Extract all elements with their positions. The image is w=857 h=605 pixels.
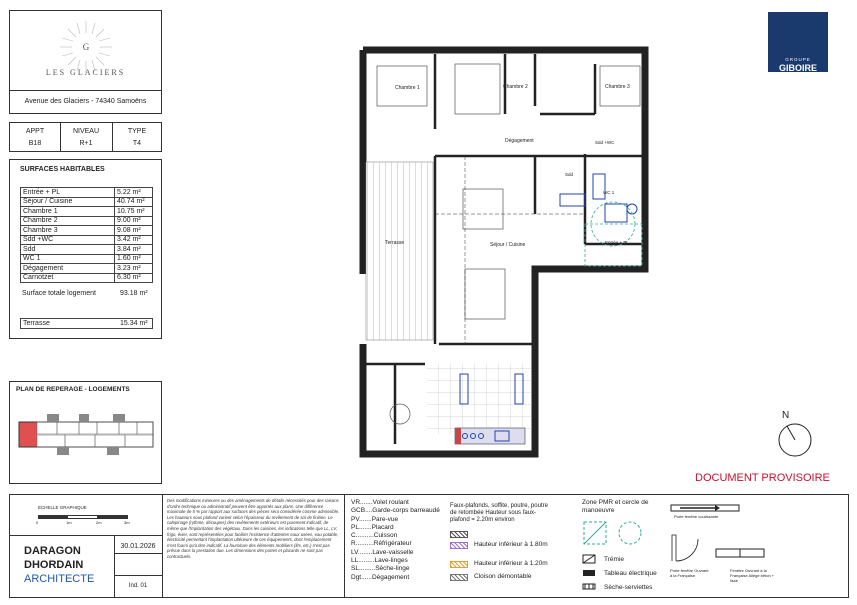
surface-row [21,188,153,198]
hatch-label: Faux-plafonds, soffite, poutre, poutre de retombée Hauteur sous faux-plafond = 2.20m environ [450,503,548,523]
giboire-group: GROUPE [785,57,811,62]
lot-box [9,122,162,152]
surface-label: Chambre 2 [21,216,115,226]
surface-label: Chambre 3 [21,226,115,236]
surface-value: 40.74 m² [115,197,153,207]
brand-name: LES GLACIERS [45,68,126,77]
abbreviation-item: GCB....Garde-corps barreaudé [351,507,440,515]
reperage-box [9,381,162,484]
surface-row [21,264,153,274]
surface-label: Dégagement [21,264,115,274]
disclaimer-notes: Des modifications mineures ou des aménagements de détails nécessités pour des raisons d'ordre technique ou administratif peuvent être apportés aux plans. Une différence maximale de 5 % par rapport aux surfaces des pièces sera considérée comme admissible. Les hauteurs sous plafond varient selon l'épaisseur du revêtement de sol de finition. Le calepinage (rythme, découpes) des revêtements extérieurs est purement indicatif, de même que l'implantation des végétaux. Dans les cuisines, les indications telle que LL, LV, frigo, évier, sont représentées pour faciliter l'existence d'attentes eaux usées, eau potable, électricité permettant l'implantation ultérieure de ces équipements, dont l'emplacement n'est fourni qu'à titre indicatif. La fourniture des éléments mobiliers (lits, etc.) n'est pas prévue dans la prestation due. Les dimensions des portes et placards ne sont pas contractuels. [167,498,340,559]
lot-value-type: T4 [132,140,142,147]
room-sejour: Séjour / Cuisine [490,242,526,248]
pmr-tableau: Tableau électrique [604,570,657,577]
surface-row [21,254,153,264]
brand-box [9,10,162,114]
giboire-logo [768,12,828,72]
surface-value: 5.22 m² [115,188,153,198]
pmr-symbols [582,519,662,549]
north-label: N [782,410,790,421]
window-fenetre2: Fenêtre Ouvrant à la Française Allège béton + lisse [730,568,775,583]
lot-header-niveau: NIVEAU [72,128,100,135]
surface-label: Carnotzet [21,273,115,283]
abbreviation-item: PL.......Placard [351,523,394,531]
abbreviation-item: LV........Lave-vaisselle [351,548,414,556]
surfaces-total-label: Surface totale logement [22,290,96,297]
terrace-label: Terrasse [23,320,50,327]
surfaces-total-value: 93.18 m² [120,290,148,297]
abbreviation-list [351,499,440,582]
surfaces-box [9,159,162,339]
surface-value: 3.23 m² [115,264,153,274]
lot-header-type: TYPE [127,128,147,135]
scale-tick-2: 2m [96,520,102,525]
room-entree: Entrée + PL [605,240,629,245]
room-sdd-wc: Sdd +WC [595,140,615,145]
svg-text:G: G [82,42,90,52]
surface-value: 6.30 m² [115,273,153,283]
surface-row [21,226,153,236]
scale-bar [38,515,128,519]
surface-label: Séjour / Cuisine [21,197,115,207]
window-fenetre: Porte fenêtre Ouvrant à la Française [670,568,709,578]
sliding-door-icon [670,501,740,515]
hatch-label: Hauteur inférieur à 1.80m [474,541,548,548]
abbreviation-item: PV.......Pare-vue [351,515,399,523]
pmr-seche: Sèche-serviettes [604,584,653,591]
lot-value-appt: B18 [28,140,42,147]
hatch-label: Cloison démontable [474,573,532,580]
abbreviation-item: C..........Cuisson [351,532,398,540]
hatch-swatch-icon [450,531,468,538]
surface-row [21,207,153,217]
north-arrow-icon [770,408,820,468]
terrace-value: 15.34 m² [120,320,148,327]
abbreviation-item: VR.......Volet roulant [351,499,409,506]
surface-label: WC 1 [21,254,115,264]
surface-label: Sdd +WC [21,235,115,245]
scale-tick-0: 0 [36,520,39,525]
scale-title: ECHELLE GRAPHIQUE [38,505,87,510]
seche-serviettes-icon [582,582,596,592]
architect-index: Ind. 01 [128,583,148,589]
hatch-swatch-icon [450,574,468,581]
abbreviation-item: LL.........Lave-linges [351,557,408,565]
room-degagement: Dégagement [505,138,534,144]
architect-date: 30.01.2026 [120,543,156,550]
tremie-icon [582,554,596,564]
surface-label: Chambre 1 [21,207,115,217]
architect-line2: DHORDAIN [24,559,84,571]
room-terrasse: Terrasse [385,240,405,246]
reperage-title: PLAN DE REPERAGE - LOGEMENTS [16,386,130,393]
surfaces-table [20,187,153,283]
tableau-icon [582,568,596,578]
room-chambre2: Chambre 2 [503,84,528,90]
window-icon [715,545,765,561]
room-chambre3: Chambre 3 [605,84,630,90]
surface-row [21,245,153,255]
surface-label: Sdd [21,245,115,255]
architect-line3: ARCHITECTE [24,573,95,585]
abbreviation-item: SL.........Sèche-linge [351,565,410,573]
reperage-mini-plan [17,408,157,463]
architect-line1: DARAGON [24,545,81,557]
surface-row [21,235,153,245]
surface-value: 3.84 m² [115,245,153,255]
hatch-label: Hauteur inférieur à 1.20m [474,560,548,567]
lot-value-niveau: R+1 [79,140,93,147]
brand-address: Avenue des Glaciers - 74340 Samoëns [24,98,147,105]
surface-row [21,273,153,283]
scale-tick-1: 1m [66,520,72,525]
room-sdd: Sdd [565,172,574,177]
hatch-swatch-icon [450,561,468,568]
floor-plan [355,44,655,464]
giboire-name: GIBOIRE [778,63,817,73]
surface-value: 9.08 m² [115,226,153,236]
surface-value: 10.75 m² [115,207,153,217]
lot-header-appt: APPT [25,128,45,135]
surface-value: 1.60 m² [115,254,153,264]
french-door-icon [670,533,700,563]
document-status: DOCUMENT PROVISOIRE [695,472,830,484]
pmr-title: Zone PMR et cercle de manoeuvre [582,499,649,514]
scale-tick-3: 3m [124,520,130,525]
room-wc1: WC 1 [603,190,615,195]
surface-label: Entrée + PL [21,188,115,198]
footer [9,494,849,598]
pmr-tremie: Trémie [604,556,624,563]
surface-value: 9.00 m² [115,216,153,226]
abbreviation-item: Dgt......Dégagement [351,573,410,581]
surface-row [21,216,153,226]
room-chambre1: Chambre 1 [395,85,420,91]
abbreviation-item: R..........Réfrigérateur [351,540,412,548]
surface-value: 3.42 m² [115,235,153,245]
window-porte: Porte fenêtre coulissante [674,514,719,519]
surface-row [21,197,153,207]
hatch-swatch-icon [450,542,468,549]
surfaces-title: SURFACES HABITABLES [20,166,105,173]
